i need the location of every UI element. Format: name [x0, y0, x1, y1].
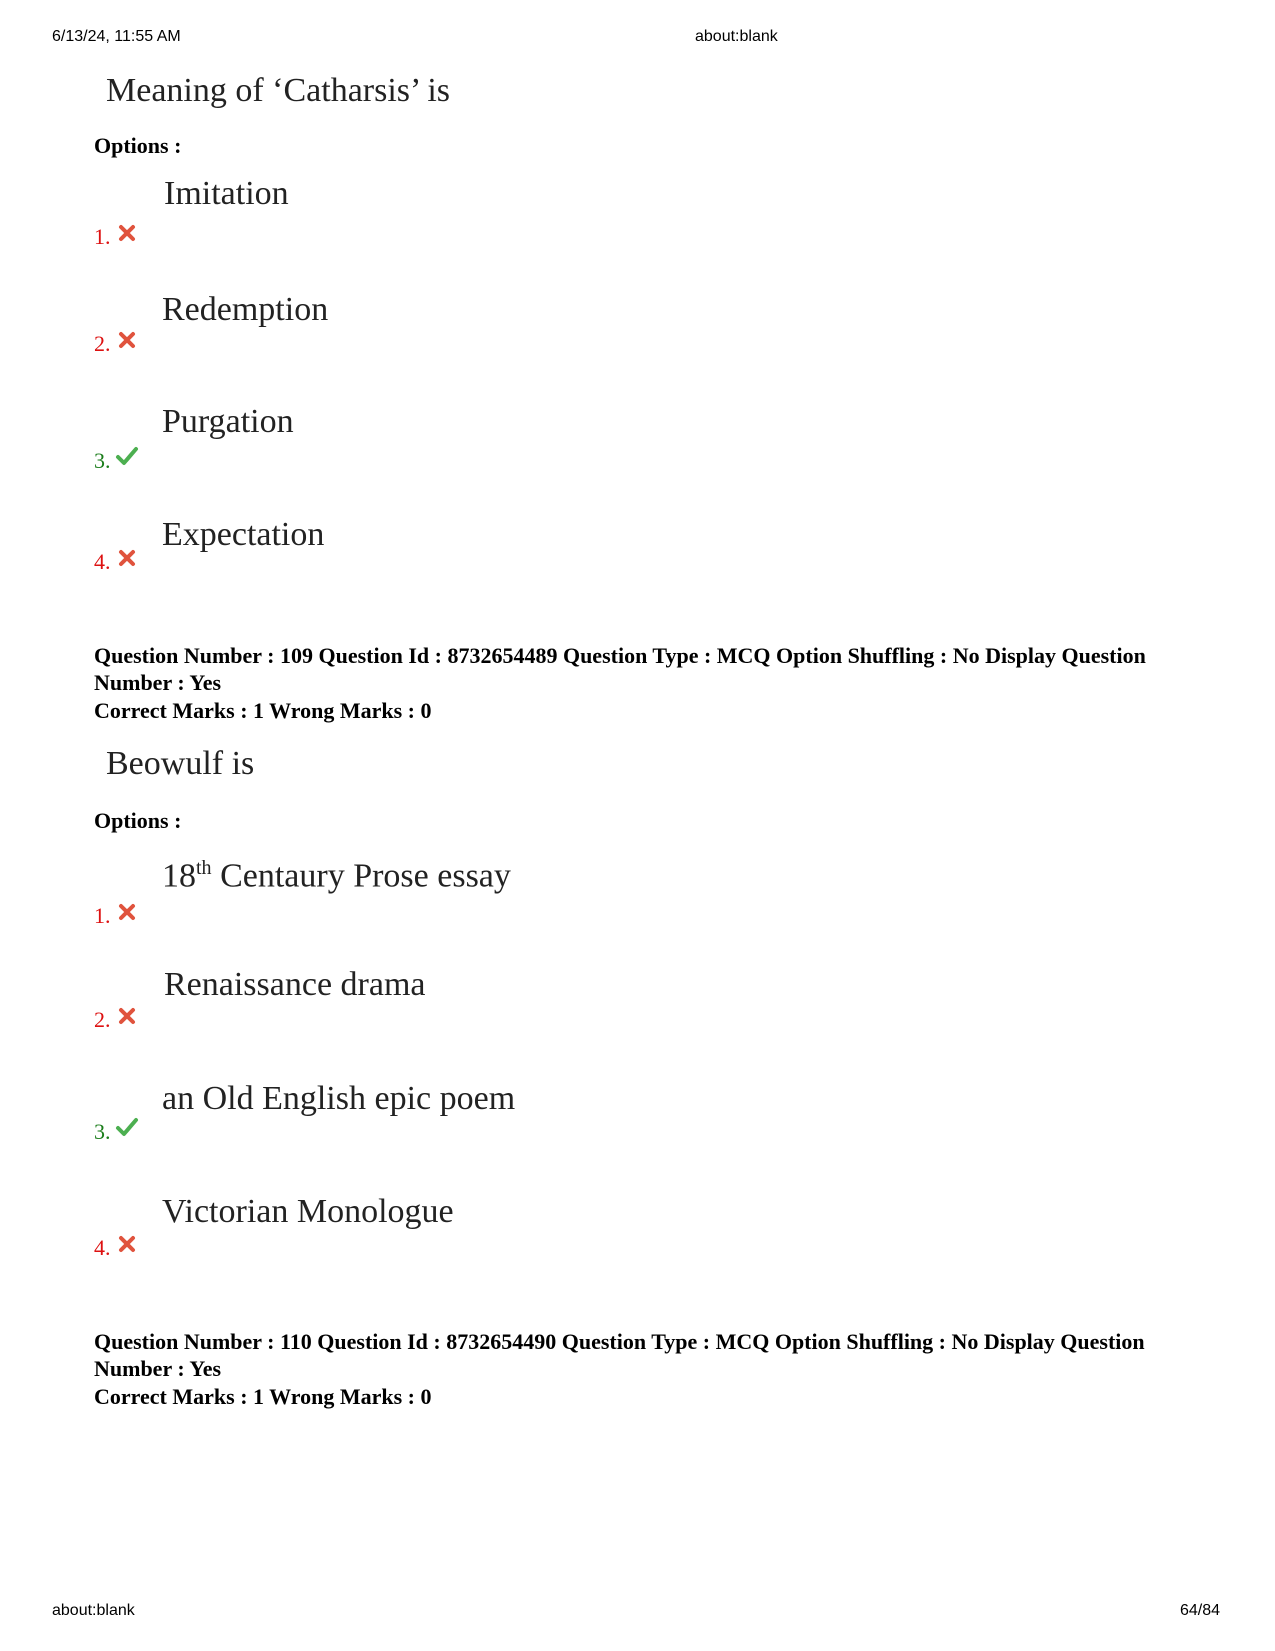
cross-icon — [118, 903, 136, 921]
option-text: Purgation — [162, 403, 294, 440]
option-number: 2. — [94, 331, 111, 356]
footer-url: about:blank — [52, 1602, 135, 1619]
option-text: Victorian Monologue — [162, 1193, 454, 1230]
option-number: 4. — [94, 1235, 111, 1260]
option-text: Redemption — [162, 291, 329, 328]
option-number: 4. — [94, 549, 111, 574]
option-text-number: 18 — [162, 857, 196, 895]
option-text — [162, 857, 511, 895]
cross-icon — [118, 1007, 136, 1025]
options-label: Options : — [94, 808, 182, 833]
option-text-rest: Centaury Prose essay — [211, 857, 511, 895]
option-text: Imitation — [164, 175, 289, 212]
cross-icon — [118, 1235, 136, 1253]
question-meta: Question Number : 110 Question Id : 8732654490 Question Type : MCQ Option Shuffling : No Display Question Number : Yes — [94, 1329, 1145, 1381]
print-datetime: 6/13/24, 11:55 AM — [52, 28, 181, 45]
cross-icon — [118, 224, 136, 242]
option-text: Expectation — [162, 516, 325, 553]
question-marks: Correct Marks : 1 Wrong Marks : 0 — [94, 1384, 432, 1409]
option-number: 1. — [94, 903, 111, 928]
question-meta: Question Number : 109 Question Id : 8732654489 Question Type : MCQ Option Shuffling : No Display Question Number : Yes — [94, 643, 1146, 695]
check-icon — [115, 1117, 139, 1137]
question-text: Beowulf is — [106, 745, 255, 782]
option-number: 3. — [94, 1119, 111, 1144]
question-text: Meaning of ‘Catharsis’ is — [106, 72, 451, 109]
option-number: 2. — [94, 1007, 111, 1032]
page-indicator: 64/84 — [1180, 1602, 1221, 1619]
check-icon — [115, 446, 139, 466]
cross-icon — [118, 549, 136, 567]
option-number: 3. — [94, 448, 111, 473]
option-text: Renaissance drama — [164, 966, 426, 1003]
cross-icon — [118, 331, 136, 349]
question-marks: Correct Marks : 1 Wrong Marks : 0 — [94, 698, 432, 723]
option-number: 1. — [94, 224, 111, 249]
print-url: about:blank — [695, 28, 778, 45]
option-text-superscript: th — [196, 857, 212, 879]
options-label: Options : — [94, 133, 182, 158]
option-text: an Old English epic poem — [162, 1080, 516, 1117]
